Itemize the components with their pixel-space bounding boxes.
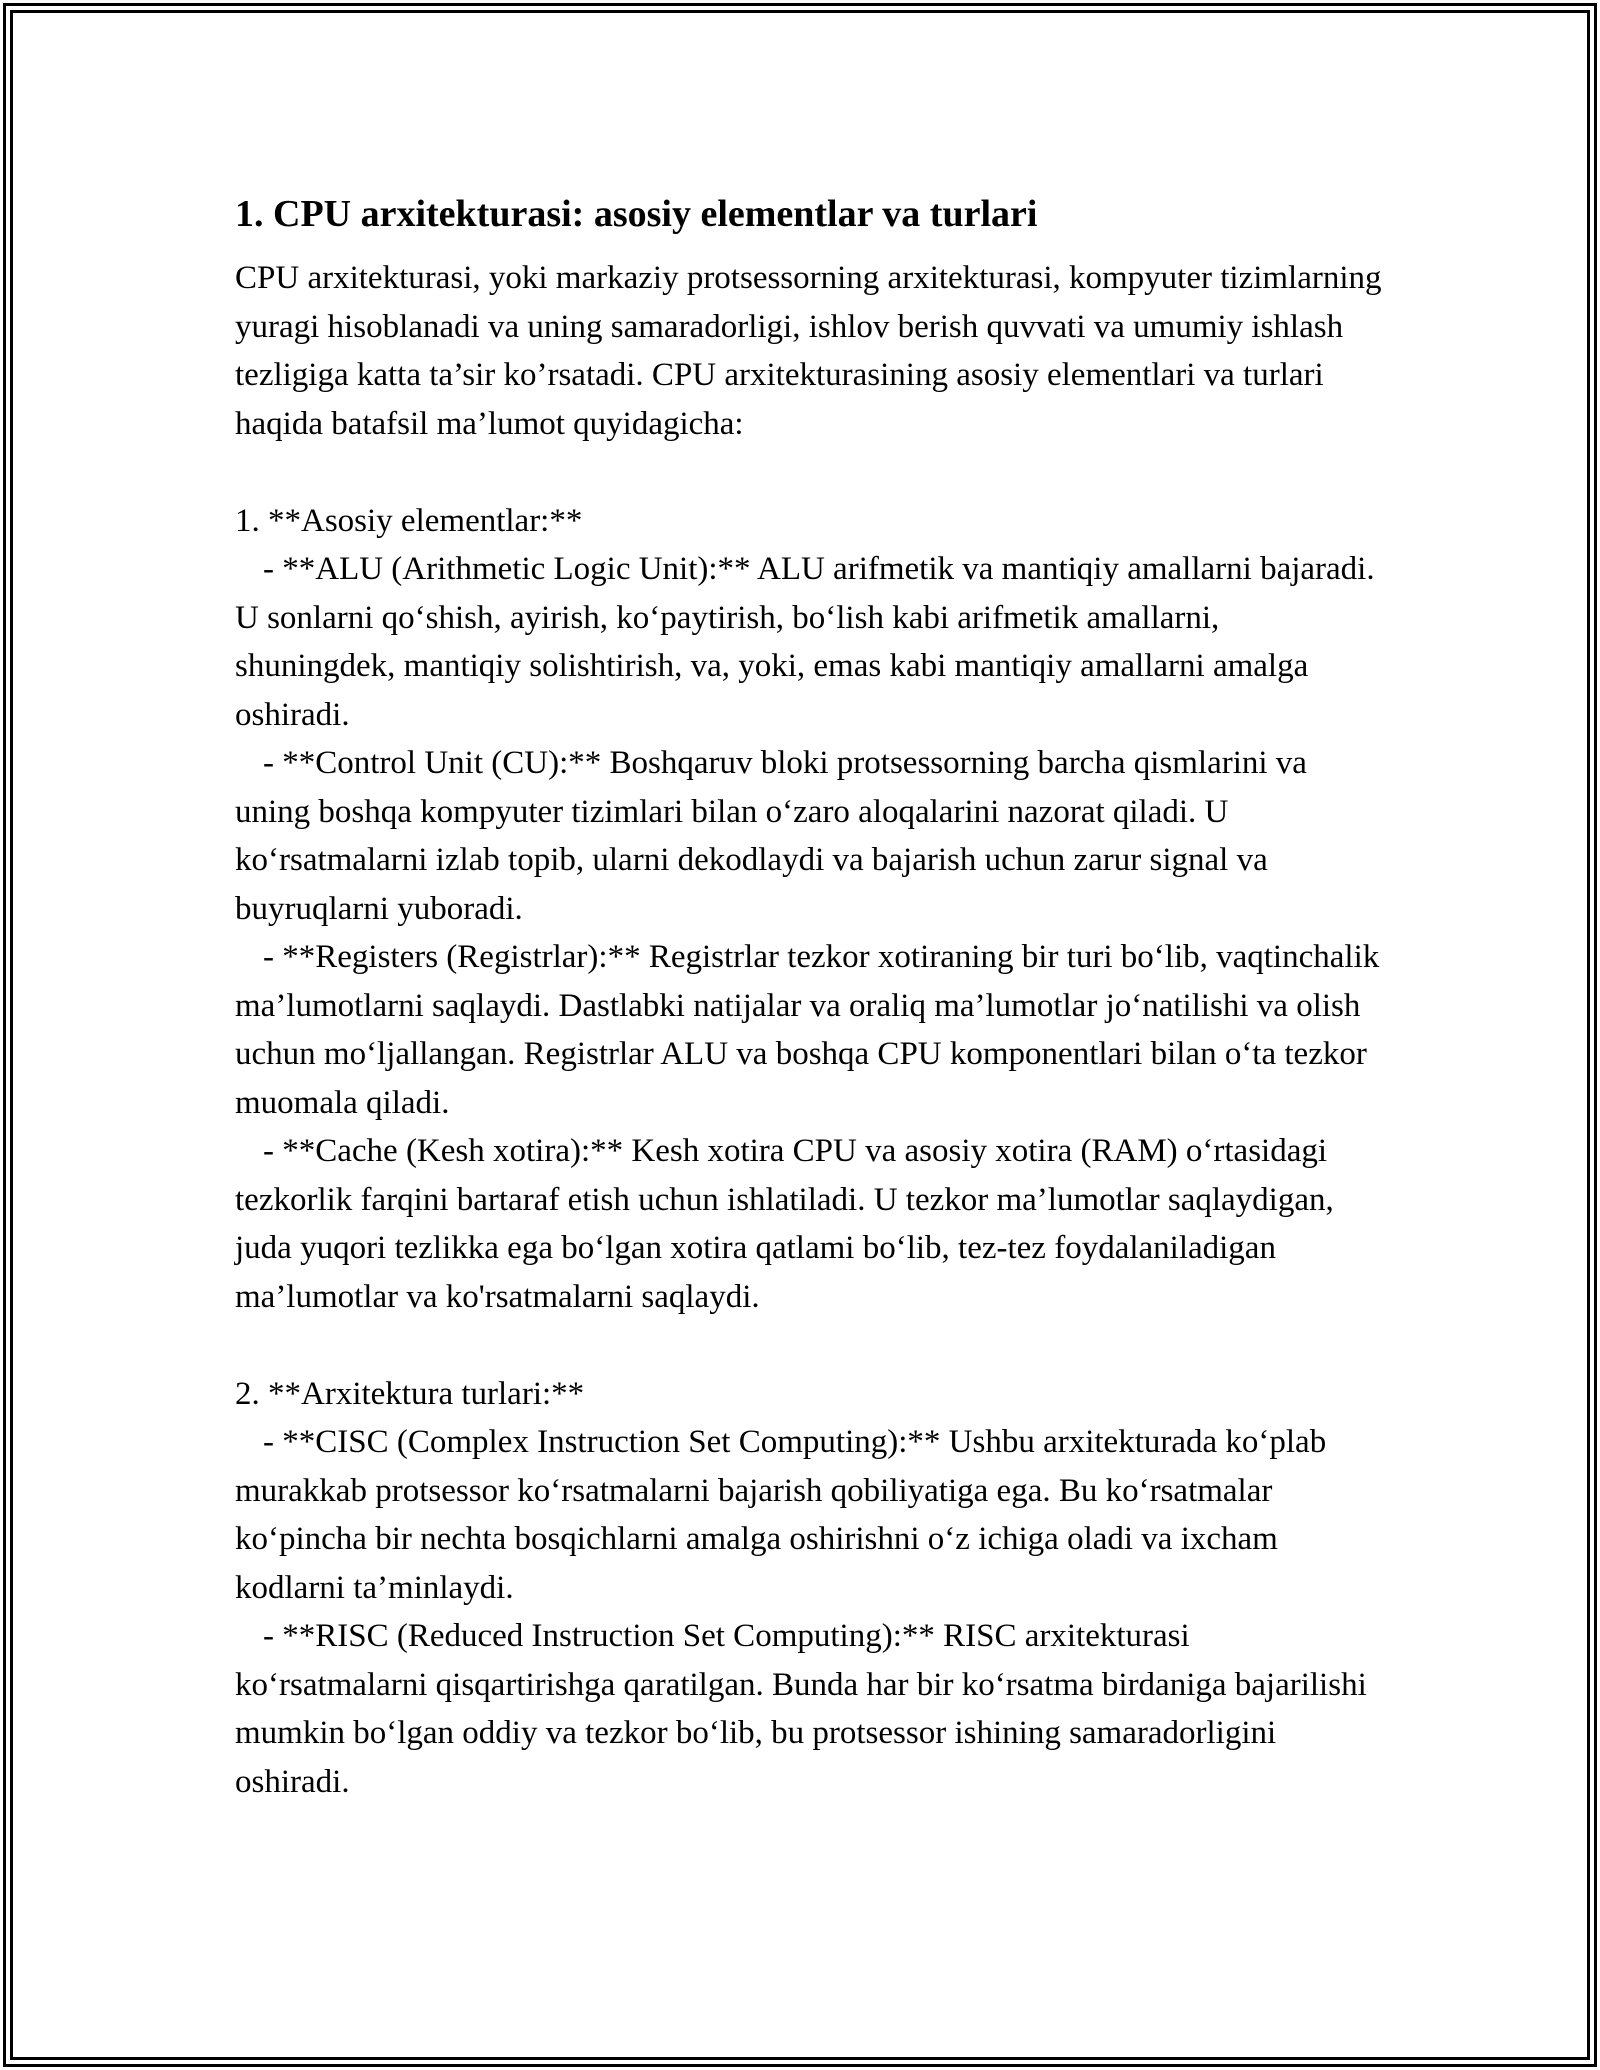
item-control-unit: - **Control Unit (CU):** Boshqaruv bloki protsessorning barcha qismlarini va uning boshqa kompyuter tizimlari bilan oʻzaro aloqalarini nazorat qiladi. U koʻrsatmalarni izlab topib, ularni dekodlaydi va bajarish uchun zarur signal va buyruqlarni yuboradi.	[235, 745, 1307, 927]
item-cisc: - **CISC (Complex Instruction Set Computing):** Ushbu arxitekturada koʻplab murakkab protsessor koʻrsatmalarni bajarish qobiliyatiga ega. Bu koʻrsatmalar koʻpincha bir nechta bosqichlarni amalga oshirishni oʻz ichiga oladi va ixcham kodlarni ta’minlaydi.	[235, 1424, 1327, 1606]
document-body	[235, 186, 1385, 1806]
document-title: 1. CPU arxitekturasi: asosiy elementlar va turlari	[235, 193, 1038, 235]
intro-paragraph: CPU arxitekturasi, yoki markaziy protsessorning arxitekturasi, kompyuter tizimlarning yuragi hisoblanadi va uning samaradorligi, ishlov berish quvvati va umumiy ishlash tezligiga katta ta’sir ko’rsatadi. CPU arxitekturasining asosiy elementlari va turlari haqida batafsil ma’lumot quyidagicha:	[235, 260, 1382, 442]
item-registers: - **Registers (Registrlar):** Registrlar tezkor xotiraning bir turi boʻlib, vaqtinchalik ma’lumotlarni saqlaydi. Dastlabki natijalar va oraliq ma’lumotlar joʻnatilishi va olish uchun moʻljallangan. Registrlar ALU va boshqa CPU komponentlari bilan oʻta tezkor muomala qiladi.	[235, 939, 1380, 1121]
item-alu: - **ALU (Arithmetic Logic Unit):** ALU arifmetik va mantiqiy amallarni bajaradi. U sonlarni qoʻshish, ayirish, koʻpaytirish, boʻlish kabi arifmetik amallarni, shuningdek, mantiqiy solishtirish, va, yoki, emas kabi mantiqiy amallarni amalga oshiradi.	[235, 551, 1375, 733]
blank-line	[235, 448, 1385, 497]
item-cache: - **Cache (Kesh xotira):** Kesh xotira CPU va asosiy xotira (RAM) oʻrtasidagi tezkorlik farqini bartaraf etish uchun ishlatiladi. U tezkor ma’lumotlar saqlaydigan, juda yuqori tezlikka ega boʻlgan xotira qatlami boʻlib, tez-tez foydalaniladigan ma’lumotlar va ko'rsatmalarni saqlaydi.	[235, 1133, 1334, 1315]
section-heading-elements: 1. **Asosiy elementlar:**	[235, 502, 583, 539]
section-heading-types: 2. **Arxitektura turlari:**	[235, 1375, 585, 1412]
item-risc: - **RISC (Reduced Instruction Set Computing):** RISC arxitekturasi koʻrsatmalarni qisqartirishga qaratilgan. Bunda har bir koʻrsatma birdaniga bajarilishi mumkin boʻlgan oddiy va tezkor boʻlib, bu protsessor ishining samaradorligini oshiradi.	[235, 1618, 1367, 1800]
blank-line	[235, 1321, 1385, 1370]
